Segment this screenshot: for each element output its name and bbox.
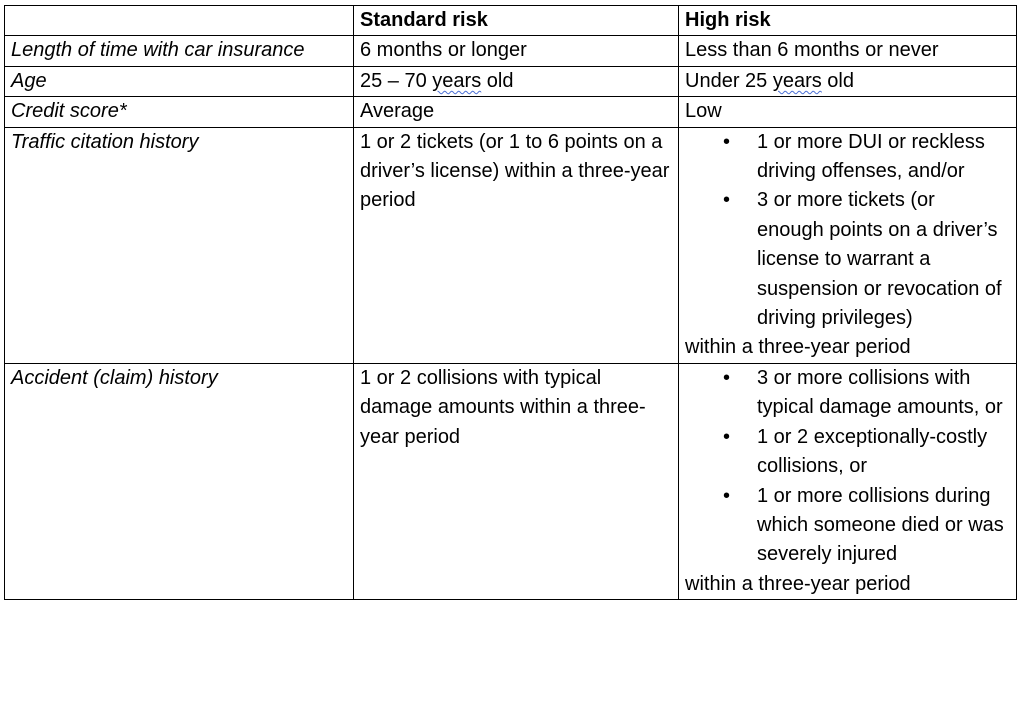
row-label: Age — [5, 66, 354, 96]
standard-risk-cell: Average — [354, 97, 679, 127]
spellcheck-flagged-word: years — [432, 69, 482, 92]
high-risk-cell — [679, 127, 1017, 363]
age-standard-prefix: 25 – 70 — [360, 69, 433, 92]
table-row-insurance-time — [5, 36, 1017, 66]
row-label: Length of time with car insurance — [5, 36, 354, 66]
bullet-list — [685, 128, 1010, 334]
high-risk-cell: Low — [679, 97, 1017, 127]
list-item: • 1 or more DUI or reckless driving offenses, and/or — [685, 128, 1010, 187]
standard-risk-cell: 1 or 2 collisions with typical damage amounts within a three-year period — [354, 363, 679, 599]
list-item: • 1 or more collisions during which someone died or was severely injured — [685, 482, 1010, 570]
standard-risk-cell — [354, 66, 679, 96]
header-high-risk: High risk — [679, 6, 1017, 36]
header-row — [5, 6, 1017, 36]
list-item: • 1 or 2 exceptionally-costly collisions, or — [685, 423, 1010, 482]
header-empty-cell — [5, 6, 354, 36]
row-label: Accident (claim) history — [5, 363, 354, 599]
header-standard-risk: Standard risk — [354, 6, 679, 36]
row-label: Credit score* — [5, 97, 354, 127]
standard-risk-cell: 1 or 2 tickets (or 1 to 6 points on a driver’s license) within a three-year period — [354, 127, 679, 363]
high-risk-cell: Less than 6 months or never — [679, 36, 1017, 66]
table-row-age — [5, 66, 1017, 96]
age-high-prefix: Under 25 — [685, 69, 773, 92]
age-high-suffix: old — [821, 69, 854, 92]
table-row-credit-score — [5, 97, 1017, 127]
list-item: • 3 or more collisions with typical damage amounts, or — [685, 364, 1010, 423]
table-row-accident-history — [5, 363, 1017, 599]
age-standard-suffix: old — [481, 69, 514, 92]
risk-comparison-table — [4, 5, 1017, 600]
period-note: within a three-year period — [685, 336, 911, 359]
bullet-list — [685, 364, 1010, 570]
row-label: Traffic citation history — [5, 127, 354, 363]
spellcheck-flagged-word: years — [772, 69, 822, 92]
table-row-traffic-citations — [5, 127, 1017, 363]
period-note: within a three-year period — [685, 572, 911, 595]
high-risk-cell — [679, 363, 1017, 599]
high-risk-cell — [679, 66, 1017, 96]
standard-risk-cell: 6 months or longer — [354, 36, 679, 66]
list-item: • 3 or more tickets (or enough points on a driver’s license to warrant a suspension or revocation of driving privileges) — [685, 186, 1010, 333]
